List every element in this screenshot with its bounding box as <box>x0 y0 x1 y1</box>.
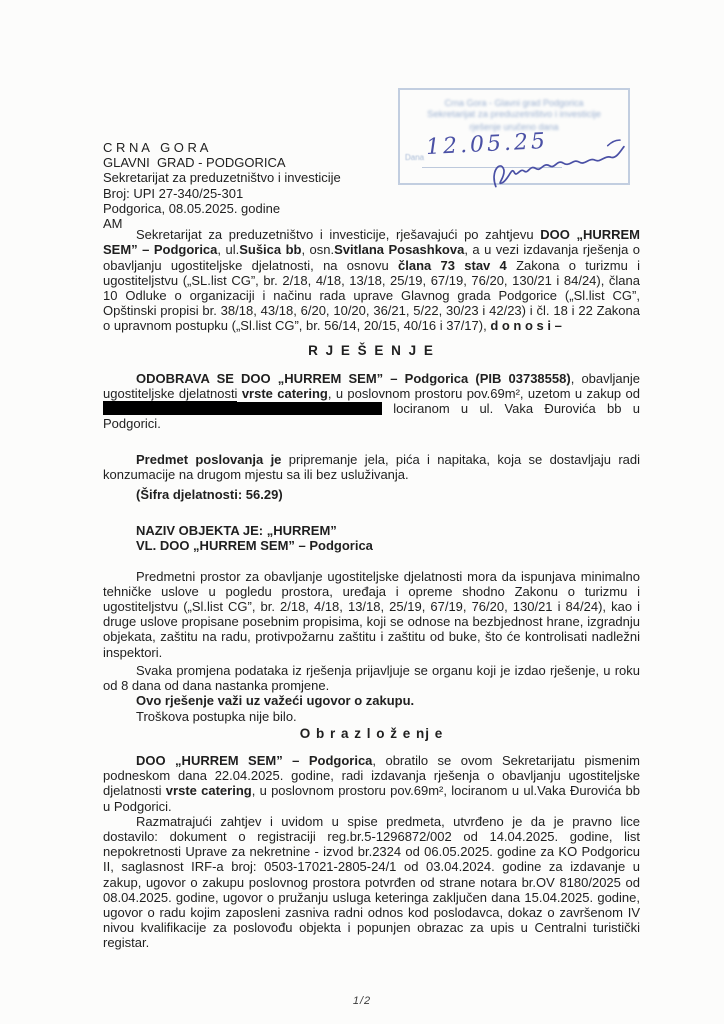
object-name-line: NAZIV OBJEKTA JE: „HURREM” <box>136 523 337 539</box>
intro-paragraph: Sekretarijat za preduzetništvo i investicije, rješavajući po zahtjevu DOO „HURREM SEM” – Podgorica, ul.Sušica bb, osn.Svitlana Posashkova, a u vezi izdavanja rješenja o obavljanju ugostiteljske djelatnosti, na osnovu člana 73 stav 4 Zakona o turizmu i ugostiteljstvu („SL.list CG”, br. 2/18, 4/18, 13/18, 25/19, 67/19, 76/20, 130/21 i 84/24), člana 10 Odluke o organizaciji i načinu rada uprave Glavnog grada Podgorice („Sl.list CG”, Opštinski propisi br. 38/18, 43/18, 6/20, 10/20, 36/21, 5/22, 30/23 i 42/23) i čl. 18 i 22 Zakona o upravnom postupku („Sl.list CG”, br. 56/14, 20/15, 40/16 i 37/17), d o n o s i – <box>103 227 641 334</box>
owner-line: VL. DOO „HURREM SEM” – Podgorica <box>136 538 373 554</box>
stamp-text-line-3: rješenje uručeno dana <box>469 122 559 132</box>
letterhead-initials: AM <box>103 216 123 232</box>
stamp-text-line-1: Crna Gora - Glavni grad Podgorica <box>444 98 584 108</box>
rationale-paragraph-1: DOO „HURREM SEM” – Podgorica, obratilo se ovom Sekretarijatu pismenim podneskom dana 22.04.2025. godine, radi izdavanja rješenja o obavljanju ugostiteljske djelatnosti vrste catering, u poslovnom prostoru pov.69m², lociranom u ul.Vaka Đurovića bb u Podgorici. <box>103 752 641 814</box>
handwritten-date: 12.05.25 <box>425 128 549 161</box>
letterhead-department: Sekretarijat za preduzetništvo i investicije <box>103 170 341 186</box>
letterhead-case-number: Broj: UPI 27-340/25-301 <box>103 185 244 201</box>
costs-line: Troškova postupka nije bilo. <box>136 708 297 724</box>
page-number: 1/2 <box>352 995 372 1007</box>
letterhead <box>103 140 640 231</box>
rationale-paragraph-2: Razmatrajući zahtjev i uvidom u spise predmeta, utvrđeno je da je pravno lice dostavilo: dokument o registraciji reg.br.5-1296872/002 od 14.04.2025. godine, list nepokretnosti Uprave za nekretnine - izvod br.2324 od 06.05.2025. godine za KO Podgoricu II, saglasnost IRF-a broj: 0503-17021-2805-24/1 od 03.04.2024. godine za izdavanje u zakup, ugovor o zakupu poslovnog prostora potvrđen od strane notara br.OV 8180/2025 od 08.04.2025. godine, ugovor o pružanju usluga keteringa zaključen dana 15.04.2025. godine, ugovor o radu kojim zaposleni zasniva radni odnos kod poslodavca, dokaz o završenom IV nivou kvalifikacije za poslovođu objekta i popunjen obrazac za upis u Centralni turistički registar. <box>103 813 640 951</box>
approval-paragraph: ODOBRAVA SE DOO „HURREM SEM” – Podgorica (PIB 03738558), obavljanje ugostiteljske djelatnosti vrste catering, u poslovnom prostoru pov.69m², uzetom u zakup od lociranom u ul. Vaka Đurovića bb u Podgorici. <box>103 370 640 432</box>
letterhead-city: GLAVNI GRAD - PODGORICA <box>103 155 286 171</box>
stamp-date-label: Dana <box>405 153 425 162</box>
stamp-text-line-2: Sekretarijat za preduzetništvo i investicije <box>427 109 601 120</box>
conditions-paragraph: Predmetni prostor za obavljanje ugostiteljske djelatnosti mora da ispunjava minimalno tehničke uslove u pogledu prostora, uređaja i opreme shodno Zakonu o turizmu i ugostiteljstvu („Sl.list CG”, br. 2/18, 4/18, 13/18, 25/19, 67/19, 76/20, 130/21 i 84/24), kao i druge uslove propisane posebnim propisima, koji se odnose na bezbjednost hrane, izgradnju objekata, zaštitu na radu, protivpožarnu zaštitu i zaštitu od buke, što će kontrolisati nadležni inspektori. <box>103 568 640 660</box>
document-body <box>103 140 640 951</box>
letterhead-country: C R N A G O R A <box>103 140 209 155</box>
change-notice-paragraph: Svaka promjena podataka iz rješenja prijavljuje se organu koji je izdao rješenje, u roku od 8 dana od dana nastanka promjene. <box>103 662 640 694</box>
business-subject-paragraph: Predmet poslovanja je pripremanje jela, pića i napitaka, koja se dostavljaju radi konzumacije na drugom mjestu sa ili bez usluživanja. <box>103 451 640 482</box>
activity-code-line: (Šifra djelatnosti: 56.29) <box>136 487 283 503</box>
letterhead-place-date: Podgorica, 08.05.2025. godine <box>103 200 281 216</box>
validity-line: Ovo rješenje važi uz važeći ugovor o zakupu. <box>136 693 415 709</box>
decision-title: R J E Š E N J E <box>308 342 435 358</box>
rationale-title: O b r a z l o ž e nj e <box>299 725 444 741</box>
object-name-block <box>103 523 640 553</box>
